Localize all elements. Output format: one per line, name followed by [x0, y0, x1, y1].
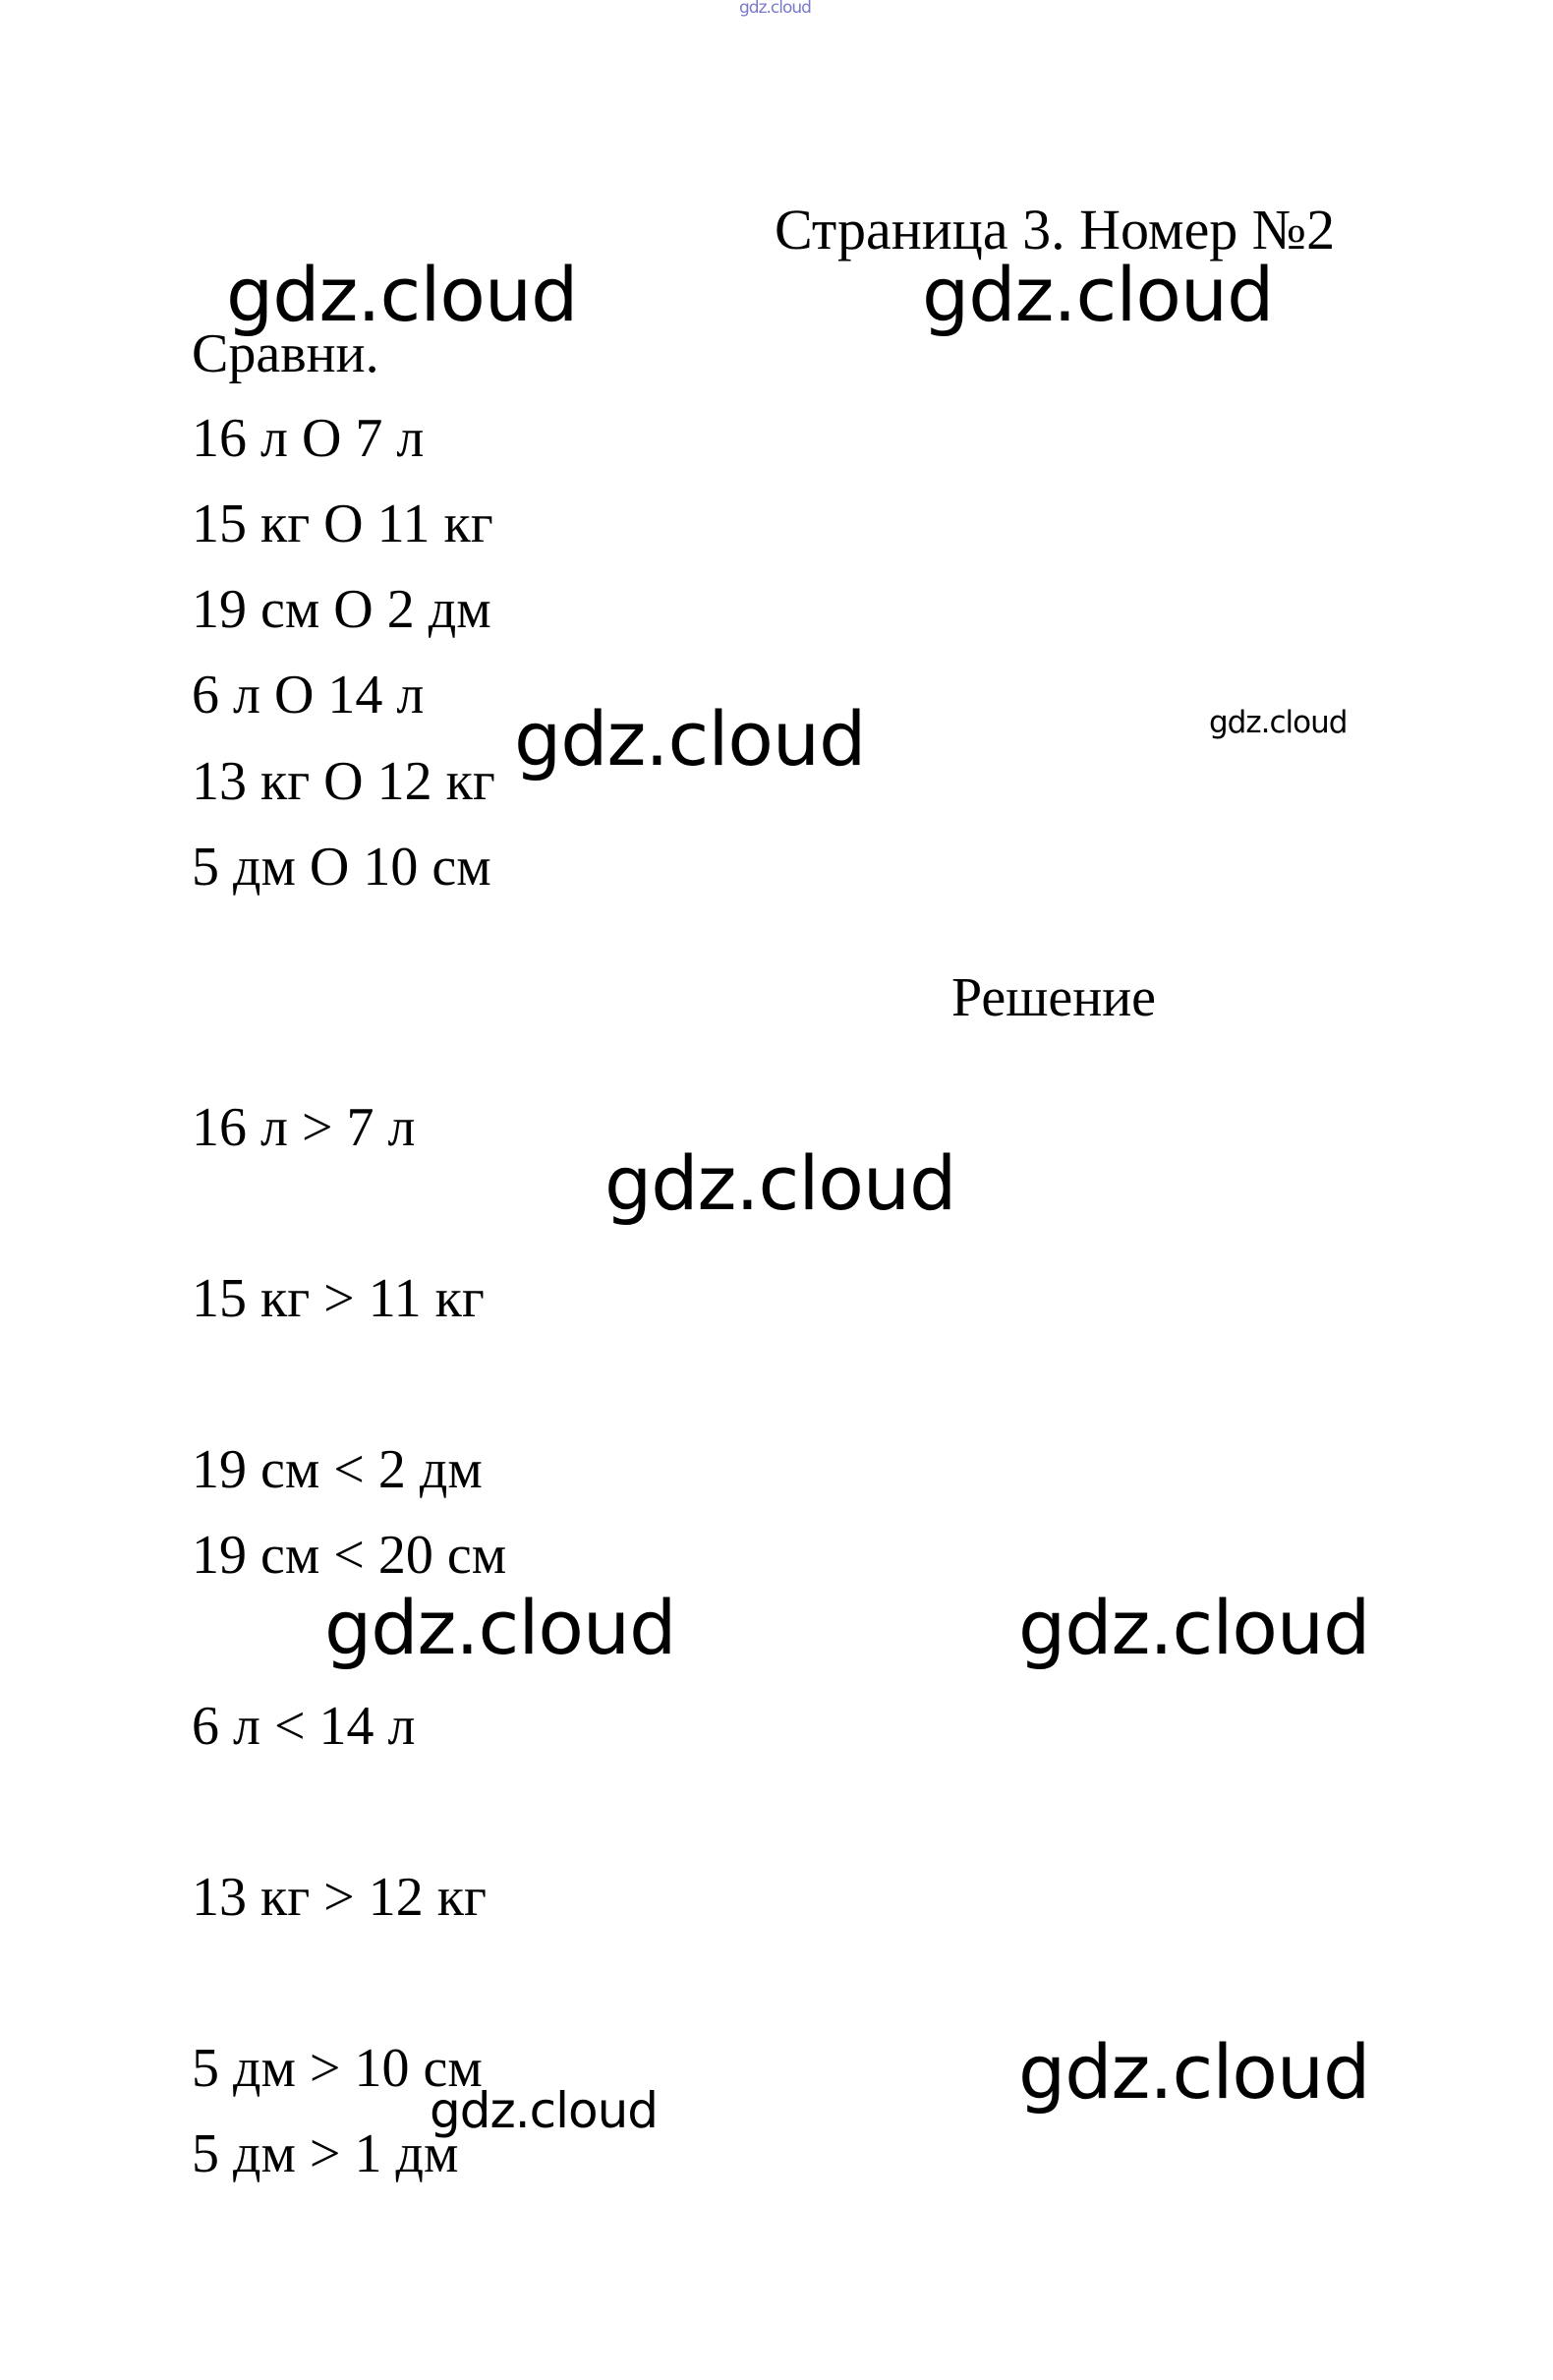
task-instruction: Сравни.	[192, 323, 379, 384]
task-line: 16 л О 7 л	[192, 408, 425, 469]
solution-line: 13 кг > 12 кг	[192, 1867, 487, 1928]
solution-line: 16 л > 7 л	[192, 1097, 416, 1158]
task-line: 5 дм О 10 см	[192, 837, 491, 898]
top-watermark: gdz.cloud	[739, 0, 811, 18]
solution-line: 6 л < 14 л	[192, 1696, 416, 1757]
watermark: gdz.cloud	[1209, 705, 1348, 740]
solution-line: 5 дм > 10 см	[192, 2038, 483, 2099]
watermark: gdz.cloud	[226, 251, 578, 338]
watermark: gdz.cloud	[604, 1139, 956, 1227]
watermark: gdz.cloud	[514, 695, 866, 783]
watermark: gdz.cloud	[1018, 2028, 1370, 2116]
solution-line: 15 кг > 11 кг	[192, 1268, 485, 1329]
watermark: gdz.cloud	[922, 251, 1274, 338]
task-line: 6 л О 14 л	[192, 665, 425, 726]
solution-line: 19 см < 2 дм	[192, 1439, 483, 1500]
watermark: gdz.cloud	[430, 2082, 659, 2139]
task-line: 13 кг О 12 кг	[192, 751, 495, 812]
solution-heading: Решение	[951, 967, 1157, 1028]
solution-line: 19 см < 20 см	[192, 1525, 507, 1586]
solution-line: 5 дм > 1 дм	[192, 2123, 459, 2184]
watermark: gdz.cloud	[324, 1584, 676, 1671]
task-line: 15 кг О 11 кг	[192, 493, 493, 554]
watermark: gdz.cloud	[1018, 1584, 1370, 1671]
page-title: Страница 3. Номер №2	[775, 198, 1336, 261]
task-line: 19 см О 2 дм	[192, 579, 491, 640]
